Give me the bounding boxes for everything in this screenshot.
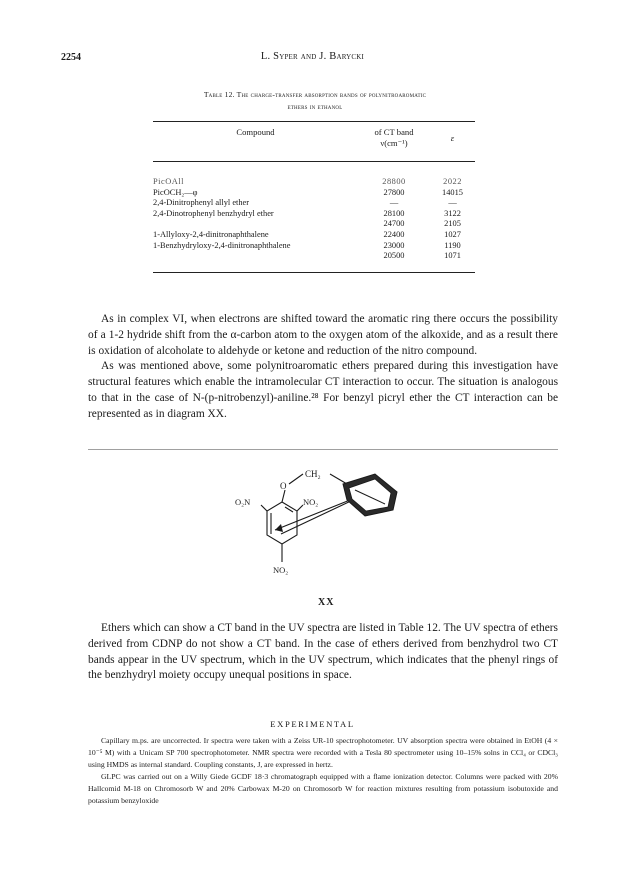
cell-compound [153,251,358,262]
paragraph-ct-bands: Ethers which can show a CT band in the UV spectra are listed in Table 12. The UV spectra of ethers derived from CDNP do not show a CT band. In the case of ethers derived from benzhydrol two CT bands appear in the UV spectrum, which in the UV spectrum, which indicates that the phenyl rings of the benzhydryl moiety occupy unequal positions in space. [88,622,558,682]
cell-nu: 28100 [383,208,405,218]
table-row [153,177,475,188]
cell-epsilon: — [448,198,457,208]
label-oxygen: O [280,481,287,491]
cell-epsilon: 1027 [444,229,461,239]
table-row [153,209,475,220]
body-text-upper [88,312,558,423]
table-caption-line-2: ethers in ethanol [287,102,343,111]
label-no2-right: NO₂ [303,497,319,507]
ct-bands-table [153,177,475,262]
label-ch2: CH₂ [305,469,321,479]
cell-compound [153,219,358,230]
paragraph-instruments: Capillary m.ps. are uncorrected. Ir spectra were taken with a Zeiss UR-10 spectrophotometer. UV absorption spectra were obtained in EtOH (4 × 10⁻⁵ M) with a Unicam SP 700 spectrophotometer. NMR spectra were recorded with a Tesla 80 spectrometer using 10–15% solns in CCl₄ or CDCl₃ using HMDS as internal standard. Coupling constants, J, are expressed in hertz. [88,736,558,770]
table-row [153,219,475,230]
ch2-phenyl-bond [330,474,347,484]
column-header-band-line-1: of CT band [374,127,414,137]
benzyl-picryl-ether-structure [225,460,425,600]
cell-compound: PicOCH₂—φ [153,187,198,197]
running-header-authors: L. Syper and J. Barycki [260,51,365,62]
cell-nu: 28800 [382,177,406,186]
ring-oxygen-bond [282,490,285,502]
table-row [153,198,475,209]
cell-nu: — [389,198,399,208]
cell-nu: 24700 [383,219,405,229]
table-row [153,241,475,252]
cell-compound: 1-Allyloxy-2,4-dinitronaphthalene [153,229,269,239]
column-header-band [358,127,430,149]
paragraph-intramolecular-ct: As was mentioned above, some polynitroaromatic ethers prepared during this investigation have structural features which enable the intramolecular CT interaction to occur. The situation is analogous to that in the case of N-(p-nitrobenzyl)-aniline.²⁸ For benzyl picryl ether the CT interaction can be represented as in diagram XX. [88,360,558,420]
experimental-text [88,735,558,808]
column-header-compound: Compound [236,127,275,137]
cell-epsilon: 2022 [443,177,462,186]
cell-epsilon: 1071 [444,251,461,261]
cell-nu: 23000 [383,240,405,250]
oxygen-ch2-bond [289,474,303,484]
phenyl-ring [343,474,397,516]
cell-compound: 1-Benzhydryloxy-2,4-dinitronaphthalene [153,240,291,250]
table-header-rule [153,161,475,162]
diagram-caption: XX [318,597,335,608]
cell-compound: 2,4-Dinitrophenyl allyl ether [153,198,250,208]
table-row [153,230,475,241]
cell-nu: 22400 [383,229,405,239]
section-heading-experimental: EXPERIMENTAL [270,719,355,729]
ct-arrow-head [275,524,283,532]
cell-epsilon: 1190 [444,240,461,250]
table-top-rule [153,121,475,122]
label-o2n: O₂N [235,497,251,507]
table-row [153,188,475,199]
cell-nu: 27800 [383,187,405,197]
cell-epsilon: 14015 [442,187,463,197]
cell-compound: 2,4-Dinotrophenyl benzhydryl ether [153,208,274,218]
table-row [153,251,475,262]
paragraph-glpc: GLPC was carried out on a Willy Giede GCDF 18·3 chromatograph equipped with a flame ionization detector. Columns were packed with 20% Hallcomid M-18 on Chromosorb W and 20% Carbowax M-20 on Chromosorb W for reaction mixtures resulting from potassium isobutoxide and potassium benzyloxide [88,772,558,806]
cell-compound: PicOAll [153,177,184,186]
paragraph-hydride-shift: As in complex VI, when electrons are shifted toward the aromatic ring there occurs the possibility of a 1-2 hydride shift from the α-carbon atom to the oxygen atom of the alkoxide, and as a result there is oxidation of alcoholate to aldehyde or ketone and reduction of the nitro compound. [88,313,558,357]
cell-epsilon: 2105 [444,219,461,229]
page-number: 2254 [61,52,81,63]
body-text-lower [88,621,558,684]
cell-nu: 20500 [383,251,405,261]
chemical-structure-diagram [225,460,425,600]
column-header-band-line-2: ν(cm⁻¹) [380,138,408,148]
label-no2-bottom: NO₂ [273,565,289,575]
cell-epsilon: 3122 [444,208,461,218]
column-header-epsilon: ε [450,133,455,143]
strike-artifact [88,449,558,450]
table-caption [100,89,530,113]
table-bottom-rule [153,272,475,273]
table-caption-line-1: Table 12. The charge-transfer absorption bands of polynitroaromatic [203,90,427,99]
